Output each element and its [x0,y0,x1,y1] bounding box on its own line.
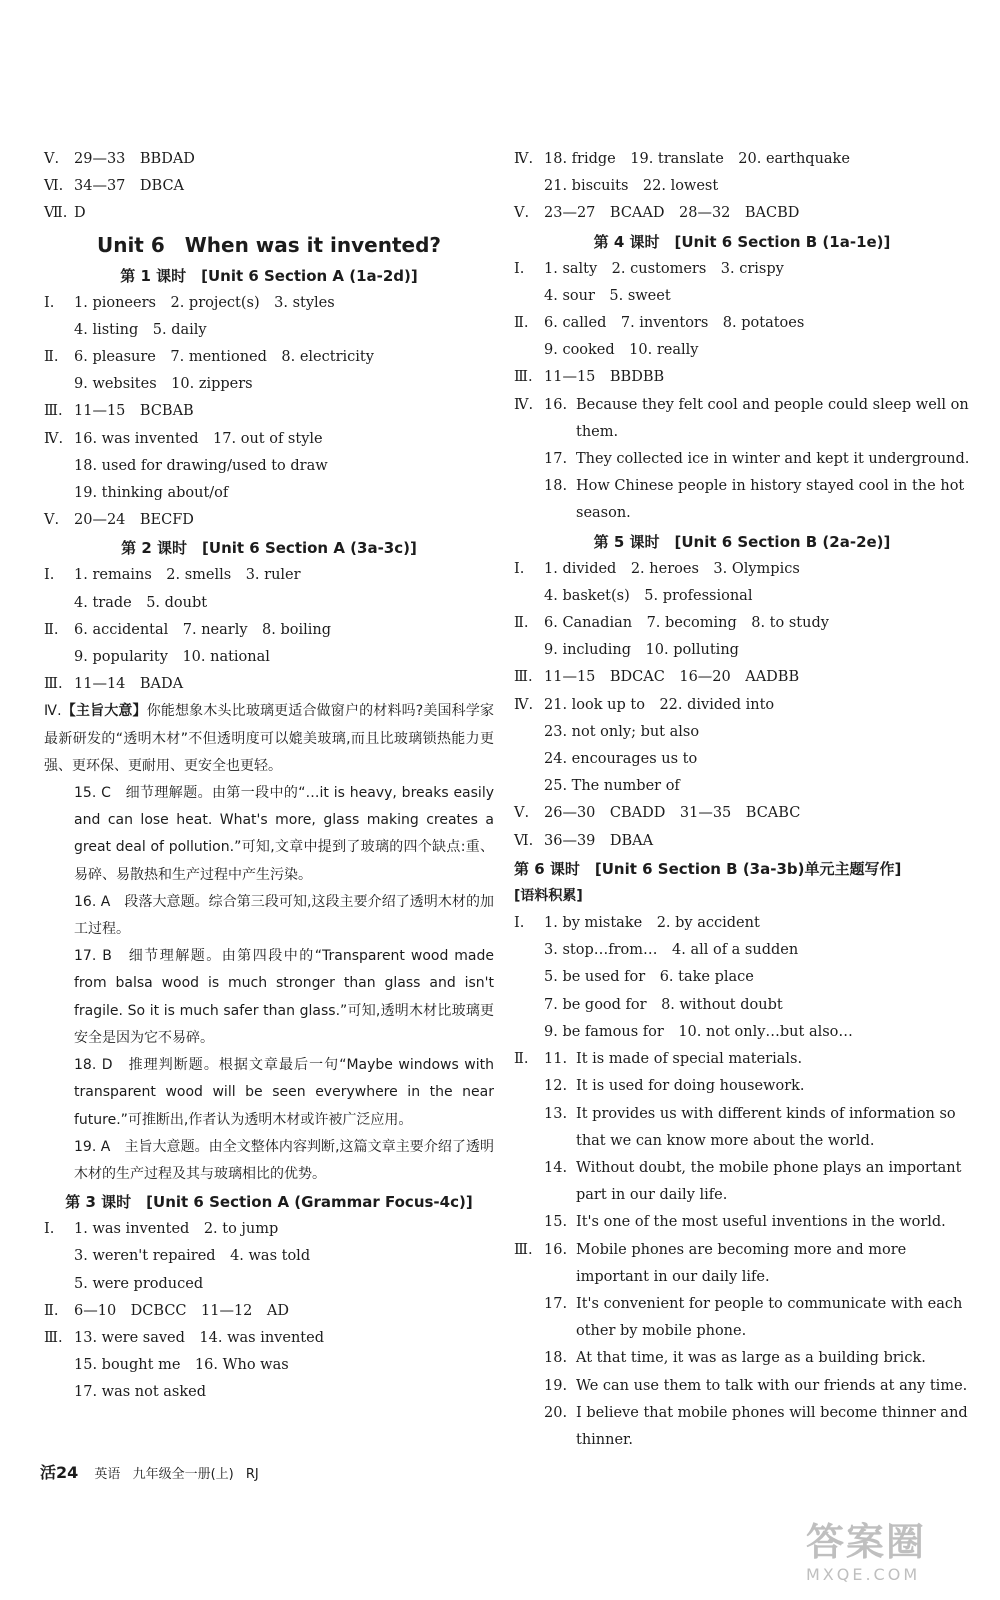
summary-paragraph [44,698,494,780]
answer-row [514,173,970,200]
answer-text: 5. be used for 6. take place [544,969,754,986]
grade-label: 九年级全一册(上) [132,1467,234,1482]
answer-text: It's convenient for people to communicate with each other by mobile phone. [576,1295,963,1340]
answer-text: 9. including 10. polluting [544,642,739,659]
roman-numeral: Ⅳ. [514,696,534,713]
answer-row [514,1345,970,1372]
answer-text: D [74,205,86,222]
page-footer [40,1460,267,1483]
answer-row [514,310,970,337]
answer-text: 11—14 BADA [74,676,184,693]
item-number: 16. [544,396,568,413]
roman-numeral: Ⅳ. [514,151,534,167]
page-number: 活24 [40,1463,79,1482]
answer-row [44,480,494,507]
answer-row [44,671,494,698]
answer-text: 18. fridge 19. translate 20. earthquake [544,151,850,167]
answer-text: 6—10 DCBCC 11—12 AD [74,1302,290,1319]
explanation-paragraph [44,780,494,889]
answer-row [514,937,970,964]
roman-numeral: Ⅳ. [514,396,534,413]
answer-text: 11—15 BCBAB [74,403,194,420]
section-title: 第 4 课时 [Unit 6 Section B (1a-1e)] [593,232,891,251]
answer-text: It is used for doing housework. [576,1078,805,1095]
answer-row [514,992,970,1019]
roman-numeral: Ⅱ. [514,1051,529,1068]
explanation-paragraph [44,1134,494,1188]
answer-row [514,1291,970,1345]
answer-row [44,317,494,344]
answer-row [44,173,494,200]
answer-text: 3. stop…from… 4. all of a sudden [544,942,799,959]
roman-numeral: Ⅲ. [514,369,533,386]
item-number: 18. [544,1350,568,1367]
answer-text: 1. salty 2. customers 3. crispy [544,260,784,277]
edition-label: RJ [245,1467,259,1482]
roman-numeral: Ⅰ. [514,260,525,277]
roman-numeral: Ⅵ. [44,178,64,195]
answer-row [44,590,494,617]
answer-text: 6. called 7. inventors 8. potatoes [544,315,805,332]
answer-text: 36—39 DBAA [544,832,654,849]
answer-row [44,1298,494,1325]
answer-text: 25. The number of [544,778,680,795]
answer-text: 21. look up to 22. divided into [544,696,775,713]
item-number: 11. [544,1051,568,1068]
item-number: 17. [544,451,568,468]
answer-row [44,1271,494,1298]
answer-row [514,283,970,310]
answer-row [44,426,494,453]
answer-text: Without doubt, the mobile phone plays an important part in our daily life. [576,1159,962,1204]
answer-text: 1. by mistake 2. by accident [544,915,760,932]
answer-text: 23—27 BCAAD 28—32 BACBD [544,205,800,222]
roman-numeral: Ⅲ. [514,669,533,686]
item-number: 17. [544,1295,568,1312]
answer-text: Because they felt cool and people could sleep well on them. [576,396,969,440]
answer-row [44,1379,494,1406]
answer-text: 16. was invented 17. out of style [74,430,323,447]
answer-row [514,200,970,227]
answer-row [44,200,494,227]
answer-text: 9. be famous for 10. not only…but also… [544,1023,853,1040]
answer-text: How Chinese people in history stayed cool in the hot season. [576,478,965,522]
explanation-paragraph [44,943,494,1052]
answer-text: It's one of the most useful inventions in the world. [576,1214,946,1231]
answer-row [514,1046,970,1073]
answer-text: It provides us with different kinds of information so that we can know more about the world. [576,1105,956,1149]
roman-numeral: Ⅲ. [514,1241,533,1258]
answer-text: 1. was invented 2. to jump [74,1221,279,1238]
answer-text: 11—15 BBDBB [544,369,665,386]
item-number: 14. [544,1159,568,1176]
answer-text: 15. bought me 16. Who was [74,1357,289,1374]
answer-text: 9. websites 10. zippers [74,376,253,393]
answer-row [514,1101,970,1155]
answer-text: I believe that mobile phones will become thinner and thinner. [576,1404,968,1448]
answer-row [514,556,970,583]
answer-text: 29—33 BBDAD [74,151,195,167]
answer-row [514,1155,970,1209]
item-number: 15. [544,1214,568,1231]
answer-row [44,290,494,317]
summary-tag: 【主旨大意】 [61,703,147,720]
answer-row [514,256,970,283]
watermark-main: 答案圈 [806,1520,927,1564]
answer-row [514,692,970,719]
answer-text: 3. weren't repaired 4. was told [74,1248,311,1265]
answer-text: 17. was not asked [74,1384,207,1401]
explanation-text: 19. A 主旨大意题。由全文整体内容判断,这篇文章主要介绍了透明木材的生产过程及其与玻璃相比的优势。 [74,1138,494,1182]
answer-text: 9. cooked 10. really [544,342,699,359]
answer-row [44,1216,494,1243]
answer-row [514,1019,970,1046]
answer-text: 23. not only; but also [544,723,700,740]
answer-text: 4. basket(s) 5. professional [544,587,753,604]
watermark-url: MXQE.COM [806,1565,921,1584]
answer-text: 21. biscuits 22. lowest [544,178,719,195]
answer-row [514,473,970,527]
answer-row [514,1237,970,1291]
answer-row [514,800,970,827]
roman-numeral: Ⅱ. [514,615,529,632]
roman-numeral: Ⅱ. [44,349,59,366]
roman-numeral: Ⅶ. [44,205,68,222]
unit-title: Unit 6 When was it invented? [96,232,442,257]
answer-text: We can use them to talk with our friends at any time. [576,1377,968,1394]
roman-numeral: Ⅰ. [44,567,55,584]
roman-numeral: Ⅲ. [44,403,63,420]
answer-row [514,1373,970,1400]
summary-text: 你能想象木头比玻璃更适合做窗户的材料吗?美国科学家最新研发的“透明木材”不但透明度可以媲美玻璃,而且比玻璃锁热能力更强、更环保、更耐用、更安全也更轻。 [44,703,495,774]
answer-row [44,617,494,644]
answer-row [44,453,494,480]
answer-text: 4. sour 5. sweet [544,287,671,304]
answer-text: 24. encourages us to [544,751,698,768]
answer-text: 4. listing 5. daily [74,321,207,338]
answer-row [514,446,970,473]
answer-row [514,746,970,773]
answer-text: 1. remains 2. smells 3. ruler [74,567,301,584]
explanation-text: 17. B 细节理解题。由第四段中的“Transparent wood made from balsa wood is much stronger than glass and isn't fragile. So it is much safer than glass.”可知,透明木材比玻璃更安全是因为它不易碎。 [74,948,494,1046]
item-number: 19. [544,1377,568,1394]
answer-text: At that time, it was as large as a building brick. [576,1350,926,1367]
answer-text: 13. were saved 14. was invented [74,1329,324,1346]
answer-text: Mobile phones are becoming more and more important in our daily life. [576,1241,907,1285]
explanation-text: 16. A 段落大意题。综合第三段可知,这段主要介绍了透明木材的加工过程。 [74,893,494,938]
answer-row [514,337,970,364]
answer-row [514,610,970,637]
roman-numeral: Ⅱ. [514,315,529,332]
answer-row [514,364,970,391]
item-number: 13. [544,1105,568,1122]
answer-text: 20—24 BECFD [74,512,194,529]
roman-numeral: Ⅴ. [44,151,60,167]
answer-row [44,1325,494,1352]
answer-text: 26—30 CBADD 31—35 BCABC [544,805,801,822]
roman-numeral: Ⅴ. [514,805,530,822]
answer-row [514,1400,970,1454]
answer-row [44,644,494,671]
section-title: 第 6 课时 [Unit 6 Section B (3a-3b)单元主题写作] [514,859,902,878]
section-title: 第 5 课时 [Unit 6 Section B (2a-2e)] [593,532,891,551]
corpus-heading: [语料积累] [514,887,583,904]
answer-row [44,1243,494,1270]
roman-numeral: Ⅴ. [44,512,60,529]
answer-row [514,828,970,855]
answer-text: 19. thinking about/of [74,485,229,502]
explanation-text: 15. C 细节理解题。由第一段中的“…it is heavy, breaks easily and can lose heat. What's more, glass making creates a great deal of pollution.”可知,文章中提到了玻璃的四个缺点:重、易碎、易散热和生产过程中产生污染。 [74,785,494,883]
subject-label: 英语 [94,1467,121,1482]
answer-text: 4. trade 5. doubt [74,594,208,611]
answer-row [44,1352,494,1379]
roman-numeral: Ⅰ. [44,1221,55,1238]
roman-numeral: Ⅱ. [44,621,59,638]
answer-row [514,664,970,691]
answer-row [514,583,970,610]
explanation-paragraph [44,889,494,943]
answer-text: 1. pioneers 2. project(s) 3. styles [74,294,335,311]
roman-numeral: Ⅴ. [514,205,530,222]
roman-numeral: Ⅵ. [514,832,534,849]
answer-row [44,371,494,398]
answer-text: It is made of special materials. [576,1051,803,1068]
answer-row [514,637,970,664]
answer-text: 5. were produced [74,1275,204,1292]
item-number: 16. [544,1241,568,1258]
section-title: 第 3 课时 [Unit 6 Section A (Grammar Focus-4c)] [65,1193,473,1212]
roman-numeral: Ⅳ. [44,430,64,447]
answer-text: 1. divided 2. heroes 3. Olympics [544,560,800,577]
answer-row [514,1209,970,1236]
left-column [44,146,494,1407]
answer-text: 6. accidental 7. nearly 8. boiling [74,621,332,638]
answer-text: They collected ice in winter and kept it underground. [576,451,970,468]
explanation-paragraph [44,1052,494,1134]
answer-row [44,507,494,534]
answer-text: 6. pleasure 7. mentioned 8. electricity [74,349,374,366]
roman-numeral: Ⅰ. [44,294,55,311]
answer-row [514,773,970,800]
answer-row [514,392,970,446]
answer-row [514,910,970,937]
answer-row [44,562,494,589]
item-number: 20. [544,1404,568,1421]
answer-row [44,344,494,371]
answer-row [44,398,494,425]
answer-text: 6. Canadian 7. becoming 8. to study [544,615,829,632]
answer-row [514,146,970,173]
watermark-logo [806,1520,976,1590]
item-number: 18. [544,478,568,495]
section-title: 第 1 课时 [Unit 6 Section A (1a-2d)] [120,266,418,285]
section-title: 第 2 课时 [Unit 6 Section A (3a-3c)] [121,539,417,558]
answer-text: 34—37 DBCA [74,178,185,195]
item-number: 12. [544,1078,568,1095]
roman-numeral: Ⅱ. [44,1302,59,1319]
answer-text: 9. popularity 10. national [74,649,270,666]
roman-numeral: Ⅲ. [44,1329,63,1346]
answer-text: 11—15 BDCAC 16—20 AADBB [544,669,800,686]
answer-row [514,719,970,746]
answer-row [514,964,970,991]
roman-numeral: Ⅰ. [514,915,525,932]
explanation-text: 18. D 推理判断题。根据文章最后一句“Maybe windows with transparent wood will be seen everywhere in the near future.”可推断出,作者认为透明木材或许被广泛应用。 [74,1057,494,1128]
answer-text: 18. used for drawing/used to draw [74,457,328,474]
roman-numeral: Ⅰ. [514,560,525,577]
roman-numeral: Ⅳ. [44,703,62,720]
right-column [514,146,970,1454]
answer-text: 7. be good for 8. without doubt [544,996,783,1013]
roman-numeral: Ⅲ. [44,676,63,693]
answer-row [44,146,494,173]
answer-row [514,1073,970,1100]
